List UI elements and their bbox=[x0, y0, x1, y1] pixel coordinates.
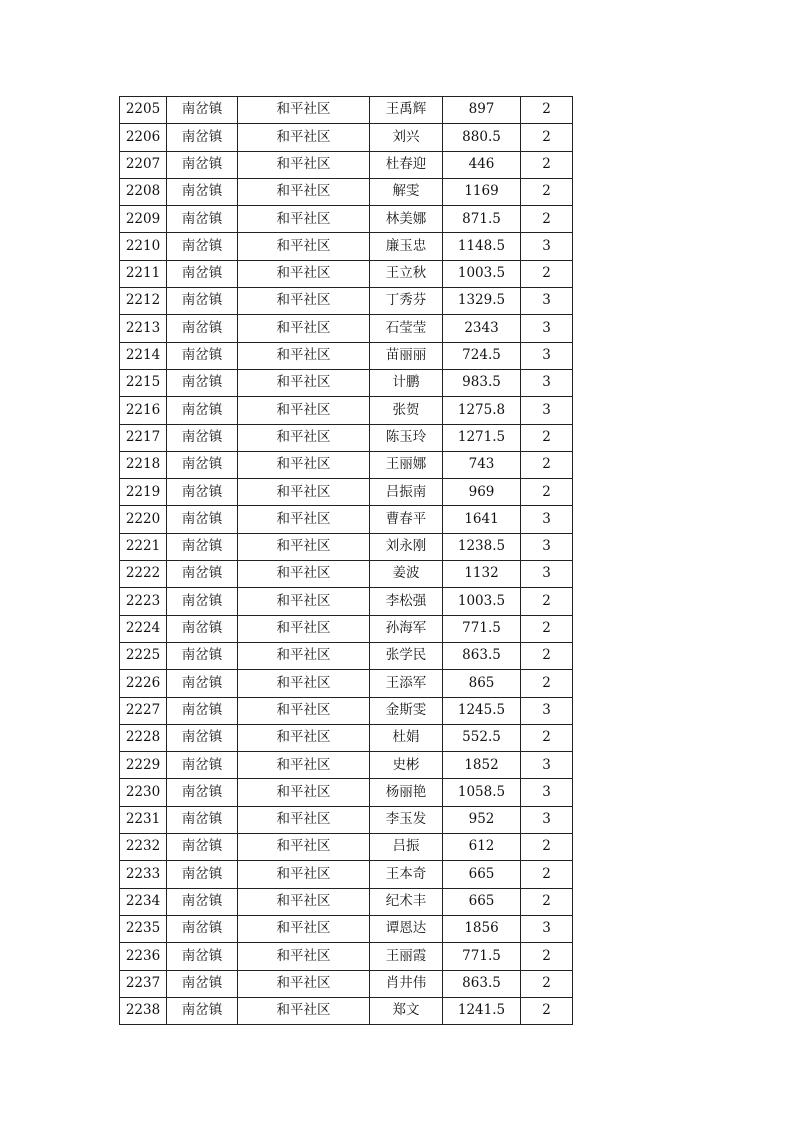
cell-household-count: 3 bbox=[521, 533, 573, 560]
cell-town: 南岔镇 bbox=[167, 561, 238, 588]
cell-amount: 952 bbox=[443, 806, 521, 833]
cell-household-count: 2 bbox=[521, 724, 573, 751]
cell-community: 和平社区 bbox=[238, 861, 370, 888]
table-row bbox=[120, 260, 573, 287]
cell-name: 王丽娜 bbox=[370, 451, 443, 478]
cell-name: 王禹辉 bbox=[370, 97, 443, 124]
cell-town: 南岔镇 bbox=[167, 233, 238, 260]
cell-community: 和平社区 bbox=[238, 997, 370, 1024]
cell-amount: 1058.5 bbox=[443, 779, 521, 806]
cell-town: 南岔镇 bbox=[167, 779, 238, 806]
cell-community: 和平社区 bbox=[238, 151, 370, 178]
cell-amount: 1003.5 bbox=[443, 260, 521, 287]
cell-name: 张贺 bbox=[370, 397, 443, 424]
cell-serial-number: 2222 bbox=[120, 561, 167, 588]
cell-town: 南岔镇 bbox=[167, 642, 238, 669]
table-row bbox=[120, 779, 573, 806]
table-row bbox=[120, 533, 573, 560]
cell-household-count: 2 bbox=[521, 588, 573, 615]
table-row bbox=[120, 315, 573, 342]
cell-household-count: 3 bbox=[521, 288, 573, 315]
cell-name: 纪术丰 bbox=[370, 888, 443, 915]
cell-town: 南岔镇 bbox=[167, 997, 238, 1024]
cell-serial-number: 2223 bbox=[120, 588, 167, 615]
cell-household-count: 2 bbox=[521, 615, 573, 642]
cell-community: 和平社区 bbox=[238, 561, 370, 588]
cell-town: 南岔镇 bbox=[167, 451, 238, 478]
cell-town: 南岔镇 bbox=[167, 424, 238, 451]
cell-community: 和平社区 bbox=[238, 342, 370, 369]
table-row bbox=[120, 997, 573, 1024]
cell-amount: 863.5 bbox=[443, 970, 521, 997]
cell-community: 和平社区 bbox=[238, 588, 370, 615]
cell-amount: 1271.5 bbox=[443, 424, 521, 451]
cell-household-count: 3 bbox=[521, 342, 573, 369]
cell-town: 南岔镇 bbox=[167, 151, 238, 178]
cell-serial-number: 2233 bbox=[120, 861, 167, 888]
cell-serial-number: 2232 bbox=[120, 834, 167, 861]
cell-amount: 771.5 bbox=[443, 615, 521, 642]
cell-community: 和平社区 bbox=[238, 779, 370, 806]
cell-name: 苗丽丽 bbox=[370, 342, 443, 369]
table-row bbox=[120, 397, 573, 424]
cell-household-count: 3 bbox=[521, 397, 573, 424]
cell-serial-number: 2236 bbox=[120, 943, 167, 970]
cell-serial-number: 2205 bbox=[120, 97, 167, 124]
cell-household-count: 2 bbox=[521, 642, 573, 669]
cell-name: 林美娜 bbox=[370, 206, 443, 233]
cell-serial-number: 2218 bbox=[120, 451, 167, 478]
cell-serial-number: 2224 bbox=[120, 615, 167, 642]
cell-name: 王本奇 bbox=[370, 861, 443, 888]
table-row bbox=[120, 178, 573, 205]
cell-household-count: 2 bbox=[521, 260, 573, 287]
cell-name: 李玉发 bbox=[370, 806, 443, 833]
cell-community: 和平社区 bbox=[238, 397, 370, 424]
cell-serial-number: 2216 bbox=[120, 397, 167, 424]
cell-community: 和平社区 bbox=[238, 315, 370, 342]
cell-name: 张学民 bbox=[370, 642, 443, 669]
cell-amount: 1329.5 bbox=[443, 288, 521, 315]
cell-town: 南岔镇 bbox=[167, 806, 238, 833]
cell-household-count: 2 bbox=[521, 943, 573, 970]
cell-community: 和平社区 bbox=[238, 697, 370, 724]
cell-household-count: 2 bbox=[521, 479, 573, 506]
cell-household-count: 2 bbox=[521, 124, 573, 151]
cell-name: 刘兴 bbox=[370, 124, 443, 151]
cell-name: 王丽霞 bbox=[370, 943, 443, 970]
cell-household-count: 2 bbox=[521, 834, 573, 861]
cell-name: 金斯雯 bbox=[370, 697, 443, 724]
table-row bbox=[120, 342, 573, 369]
cell-community: 和平社区 bbox=[238, 233, 370, 260]
cell-amount: 1856 bbox=[443, 915, 521, 942]
cell-amount: 871.5 bbox=[443, 206, 521, 233]
cell-serial-number: 2220 bbox=[120, 506, 167, 533]
cell-amount: 1241.5 bbox=[443, 997, 521, 1024]
table-row bbox=[120, 943, 573, 970]
cell-town: 南岔镇 bbox=[167, 178, 238, 205]
cell-name: 杨丽艳 bbox=[370, 779, 443, 806]
cell-household-count: 2 bbox=[521, 970, 573, 997]
table-row bbox=[120, 233, 573, 260]
cell-community: 和平社区 bbox=[238, 670, 370, 697]
cell-amount: 865 bbox=[443, 670, 521, 697]
table-row bbox=[120, 970, 573, 997]
cell-serial-number: 2219 bbox=[120, 479, 167, 506]
cell-town: 南岔镇 bbox=[167, 124, 238, 151]
cell-community: 和平社区 bbox=[238, 206, 370, 233]
cell-community: 和平社区 bbox=[238, 834, 370, 861]
cell-community: 和平社区 bbox=[238, 124, 370, 151]
table-row bbox=[120, 151, 573, 178]
cell-town: 南岔镇 bbox=[167, 97, 238, 124]
cell-name: 郑文 bbox=[370, 997, 443, 1024]
table-row bbox=[120, 615, 573, 642]
cell-serial-number: 2226 bbox=[120, 670, 167, 697]
cell-town: 南岔镇 bbox=[167, 752, 238, 779]
cell-amount: 1238.5 bbox=[443, 533, 521, 560]
cell-town: 南岔镇 bbox=[167, 397, 238, 424]
cell-serial-number: 2221 bbox=[120, 533, 167, 560]
cell-household-count: 2 bbox=[521, 451, 573, 478]
cell-household-count: 2 bbox=[521, 206, 573, 233]
cell-community: 和平社区 bbox=[238, 369, 370, 396]
table-row bbox=[120, 97, 573, 124]
cell-amount: 665 bbox=[443, 861, 521, 888]
cell-amount: 2343 bbox=[443, 315, 521, 342]
cell-household-count: 3 bbox=[521, 806, 573, 833]
cell-community: 和平社区 bbox=[238, 915, 370, 942]
cell-amount: 612 bbox=[443, 834, 521, 861]
cell-serial-number: 2211 bbox=[120, 260, 167, 287]
cell-serial-number: 2206 bbox=[120, 124, 167, 151]
cell-amount: 880.5 bbox=[443, 124, 521, 151]
cell-community: 和平社区 bbox=[238, 533, 370, 560]
cell-community: 和平社区 bbox=[238, 178, 370, 205]
cell-amount: 1275.8 bbox=[443, 397, 521, 424]
cell-amount: 1641 bbox=[443, 506, 521, 533]
cell-name: 孙海军 bbox=[370, 615, 443, 642]
cell-household-count: 2 bbox=[521, 97, 573, 124]
cell-household-count: 3 bbox=[521, 561, 573, 588]
table-row bbox=[120, 124, 573, 151]
cell-town: 南岔镇 bbox=[167, 697, 238, 724]
cell-serial-number: 2230 bbox=[120, 779, 167, 806]
cell-town: 南岔镇 bbox=[167, 288, 238, 315]
cell-town: 南岔镇 bbox=[167, 861, 238, 888]
cell-amount: 1003.5 bbox=[443, 588, 521, 615]
roster-table-body bbox=[120, 97, 573, 1025]
cell-town: 南岔镇 bbox=[167, 670, 238, 697]
cell-community: 和平社区 bbox=[238, 424, 370, 451]
cell-name: 刘永刚 bbox=[370, 533, 443, 560]
cell-amount: 771.5 bbox=[443, 943, 521, 970]
cell-town: 南岔镇 bbox=[167, 588, 238, 615]
cell-community: 和平社区 bbox=[238, 451, 370, 478]
cell-serial-number: 2228 bbox=[120, 724, 167, 751]
table-row bbox=[120, 915, 573, 942]
table-row bbox=[120, 506, 573, 533]
cell-town: 南岔镇 bbox=[167, 533, 238, 560]
cell-amount: 743 bbox=[443, 451, 521, 478]
cell-community: 和平社区 bbox=[238, 752, 370, 779]
cell-town: 南岔镇 bbox=[167, 970, 238, 997]
cell-community: 和平社区 bbox=[238, 943, 370, 970]
table-row bbox=[120, 561, 573, 588]
cell-serial-number: 2209 bbox=[120, 206, 167, 233]
cell-town: 南岔镇 bbox=[167, 615, 238, 642]
cell-household-count: 3 bbox=[521, 915, 573, 942]
cell-community: 和平社区 bbox=[238, 642, 370, 669]
cell-household-count: 3 bbox=[521, 697, 573, 724]
cell-amount: 724.5 bbox=[443, 342, 521, 369]
cell-town: 南岔镇 bbox=[167, 260, 238, 287]
cell-serial-number: 2229 bbox=[120, 752, 167, 779]
cell-town: 南岔镇 bbox=[167, 315, 238, 342]
cell-name: 计鹏 bbox=[370, 369, 443, 396]
cell-serial-number: 2213 bbox=[120, 315, 167, 342]
table-row bbox=[120, 861, 573, 888]
cell-serial-number: 2212 bbox=[120, 288, 167, 315]
cell-serial-number: 2227 bbox=[120, 697, 167, 724]
cell-community: 和平社区 bbox=[238, 724, 370, 751]
cell-household-count: 2 bbox=[521, 178, 573, 205]
cell-amount: 552.5 bbox=[443, 724, 521, 751]
cell-household-count: 2 bbox=[521, 670, 573, 697]
cell-name: 吕振南 bbox=[370, 479, 443, 506]
cell-name: 解雯 bbox=[370, 178, 443, 205]
table-row bbox=[120, 451, 573, 478]
cell-name: 肖井伟 bbox=[370, 970, 443, 997]
table-row bbox=[120, 424, 573, 451]
table-row bbox=[120, 288, 573, 315]
cell-town: 南岔镇 bbox=[167, 724, 238, 751]
cell-serial-number: 2237 bbox=[120, 970, 167, 997]
cell-serial-number: 2234 bbox=[120, 888, 167, 915]
cell-name: 谭恩达 bbox=[370, 915, 443, 942]
cell-amount: 1148.5 bbox=[443, 233, 521, 260]
cell-name: 丁秀芬 bbox=[370, 288, 443, 315]
table-row bbox=[120, 724, 573, 751]
cell-amount: 863.5 bbox=[443, 642, 521, 669]
table-row bbox=[120, 670, 573, 697]
cell-town: 南岔镇 bbox=[167, 888, 238, 915]
table-row bbox=[120, 206, 573, 233]
cell-household-count: 2 bbox=[521, 861, 573, 888]
cell-name: 石莹莹 bbox=[370, 315, 443, 342]
cell-town: 南岔镇 bbox=[167, 943, 238, 970]
table-row bbox=[120, 834, 573, 861]
cell-household-count: 2 bbox=[521, 151, 573, 178]
cell-serial-number: 2214 bbox=[120, 342, 167, 369]
table-row bbox=[120, 752, 573, 779]
table-row bbox=[120, 479, 573, 506]
cell-household-count: 2 bbox=[521, 424, 573, 451]
cell-name: 王立秋 bbox=[370, 260, 443, 287]
cell-community: 和平社区 bbox=[238, 970, 370, 997]
cell-name: 廉玉忠 bbox=[370, 233, 443, 260]
cell-community: 和平社区 bbox=[238, 479, 370, 506]
cell-name: 陈玉玲 bbox=[370, 424, 443, 451]
cell-serial-number: 2210 bbox=[120, 233, 167, 260]
table-row bbox=[120, 806, 573, 833]
cell-amount: 969 bbox=[443, 479, 521, 506]
cell-serial-number: 2217 bbox=[120, 424, 167, 451]
cell-household-count: 3 bbox=[521, 369, 573, 396]
cell-amount: 1169 bbox=[443, 178, 521, 205]
cell-name: 李松强 bbox=[370, 588, 443, 615]
cell-amount: 1132 bbox=[443, 561, 521, 588]
cell-name: 曹春平 bbox=[370, 506, 443, 533]
cell-household-count: 3 bbox=[521, 315, 573, 342]
cell-name: 姜波 bbox=[370, 561, 443, 588]
cell-community: 和平社区 bbox=[238, 260, 370, 287]
cell-serial-number: 2231 bbox=[120, 806, 167, 833]
table-row bbox=[120, 369, 573, 396]
cell-household-count: 2 bbox=[521, 997, 573, 1024]
cell-amount: 1245.5 bbox=[443, 697, 521, 724]
cell-town: 南岔镇 bbox=[167, 342, 238, 369]
cell-serial-number: 2235 bbox=[120, 915, 167, 942]
table-row bbox=[120, 642, 573, 669]
cell-amount: 983.5 bbox=[443, 369, 521, 396]
cell-town: 南岔镇 bbox=[167, 506, 238, 533]
cell-community: 和平社区 bbox=[238, 806, 370, 833]
cell-town: 南岔镇 bbox=[167, 369, 238, 396]
cell-community: 和平社区 bbox=[238, 888, 370, 915]
cell-community: 和平社区 bbox=[238, 97, 370, 124]
cell-town: 南岔镇 bbox=[167, 915, 238, 942]
cell-name: 王添军 bbox=[370, 670, 443, 697]
table-row bbox=[120, 888, 573, 915]
cell-community: 和平社区 bbox=[238, 288, 370, 315]
roster-table bbox=[119, 96, 573, 1025]
table-row bbox=[120, 588, 573, 615]
cell-amount: 665 bbox=[443, 888, 521, 915]
cell-name: 杜娟 bbox=[370, 724, 443, 751]
cell-town: 南岔镇 bbox=[167, 206, 238, 233]
cell-community: 和平社区 bbox=[238, 615, 370, 642]
cell-town: 南岔镇 bbox=[167, 479, 238, 506]
cell-household-count: 2 bbox=[521, 888, 573, 915]
cell-serial-number: 2215 bbox=[120, 369, 167, 396]
cell-amount: 897 bbox=[443, 97, 521, 124]
cell-household-count: 3 bbox=[521, 506, 573, 533]
cell-amount: 446 bbox=[443, 151, 521, 178]
cell-serial-number: 2225 bbox=[120, 642, 167, 669]
cell-household-count: 3 bbox=[521, 752, 573, 779]
cell-serial-number: 2207 bbox=[120, 151, 167, 178]
cell-serial-number: 2208 bbox=[120, 178, 167, 205]
cell-household-count: 3 bbox=[521, 233, 573, 260]
cell-name: 史彬 bbox=[370, 752, 443, 779]
cell-community: 和平社区 bbox=[238, 506, 370, 533]
cell-household-count: 3 bbox=[521, 779, 573, 806]
cell-name: 吕振 bbox=[370, 834, 443, 861]
cell-serial-number: 2238 bbox=[120, 997, 167, 1024]
cell-town: 南岔镇 bbox=[167, 834, 238, 861]
table-row bbox=[120, 697, 573, 724]
cell-amount: 1852 bbox=[443, 752, 521, 779]
cell-name: 杜春迎 bbox=[370, 151, 443, 178]
